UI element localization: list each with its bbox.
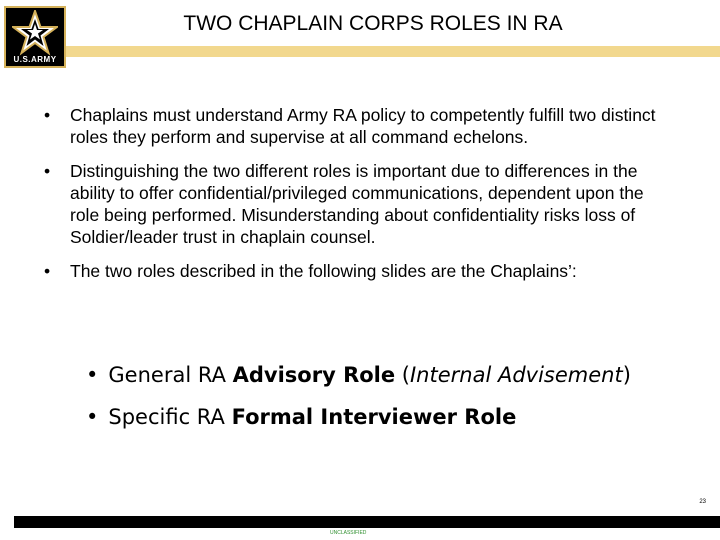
footer-black-bar [14,516,720,528]
bullet-list [0,104,720,294]
bullet-item [0,160,660,248]
bullet-text: Chaplains must understand Army RA policy to competently fulfill two distinct roles they perform and supervise at all command echelons. [70,105,656,147]
army-logo-text: U.S.ARMY [13,55,57,64]
header-gold-bar [66,46,720,57]
bullet-dot-icon: • [86,405,99,429]
role-prefix: Specific RA [108,405,232,429]
role-name: Formal Interviewer Role [231,405,517,429]
page-number: 23 [699,499,706,505]
bullet-text: Distinguishing the two different roles is important due to differences in the ability to offer confidential/privileged communications, dependent upon the role being performed. Misunderstanding about confidentiality risks loss of Soldier/leader trust in chaplain counsel. [70,161,644,247]
slide-title: TWO CHAPLAIN CORPS ROLES IN RA [183,12,563,35]
bullet-dot-icon: • [86,363,99,387]
classification-label: UNCLASSIFIED [330,530,367,536]
bullet-dot-icon: • [44,161,51,181]
role-paren-close: ) [622,363,631,387]
bullet-dot-icon: • [44,261,51,281]
role-detail: Internal Advisement [409,363,623,387]
role-item-advisory [86,362,631,388]
role-item-interviewer [86,404,516,430]
role-prefix: General RA [108,363,233,387]
army-logo [4,6,66,68]
bullet-text: The two roles described in the following slides are the Chaplains’: [70,261,577,281]
bullet-item [0,104,660,148]
role-name: Advisory Role [232,363,396,387]
bullet-dot-icon: • [44,105,51,125]
army-star-icon [12,10,58,56]
bullet-item [0,260,660,282]
role-paren-open: ( [395,363,410,387]
